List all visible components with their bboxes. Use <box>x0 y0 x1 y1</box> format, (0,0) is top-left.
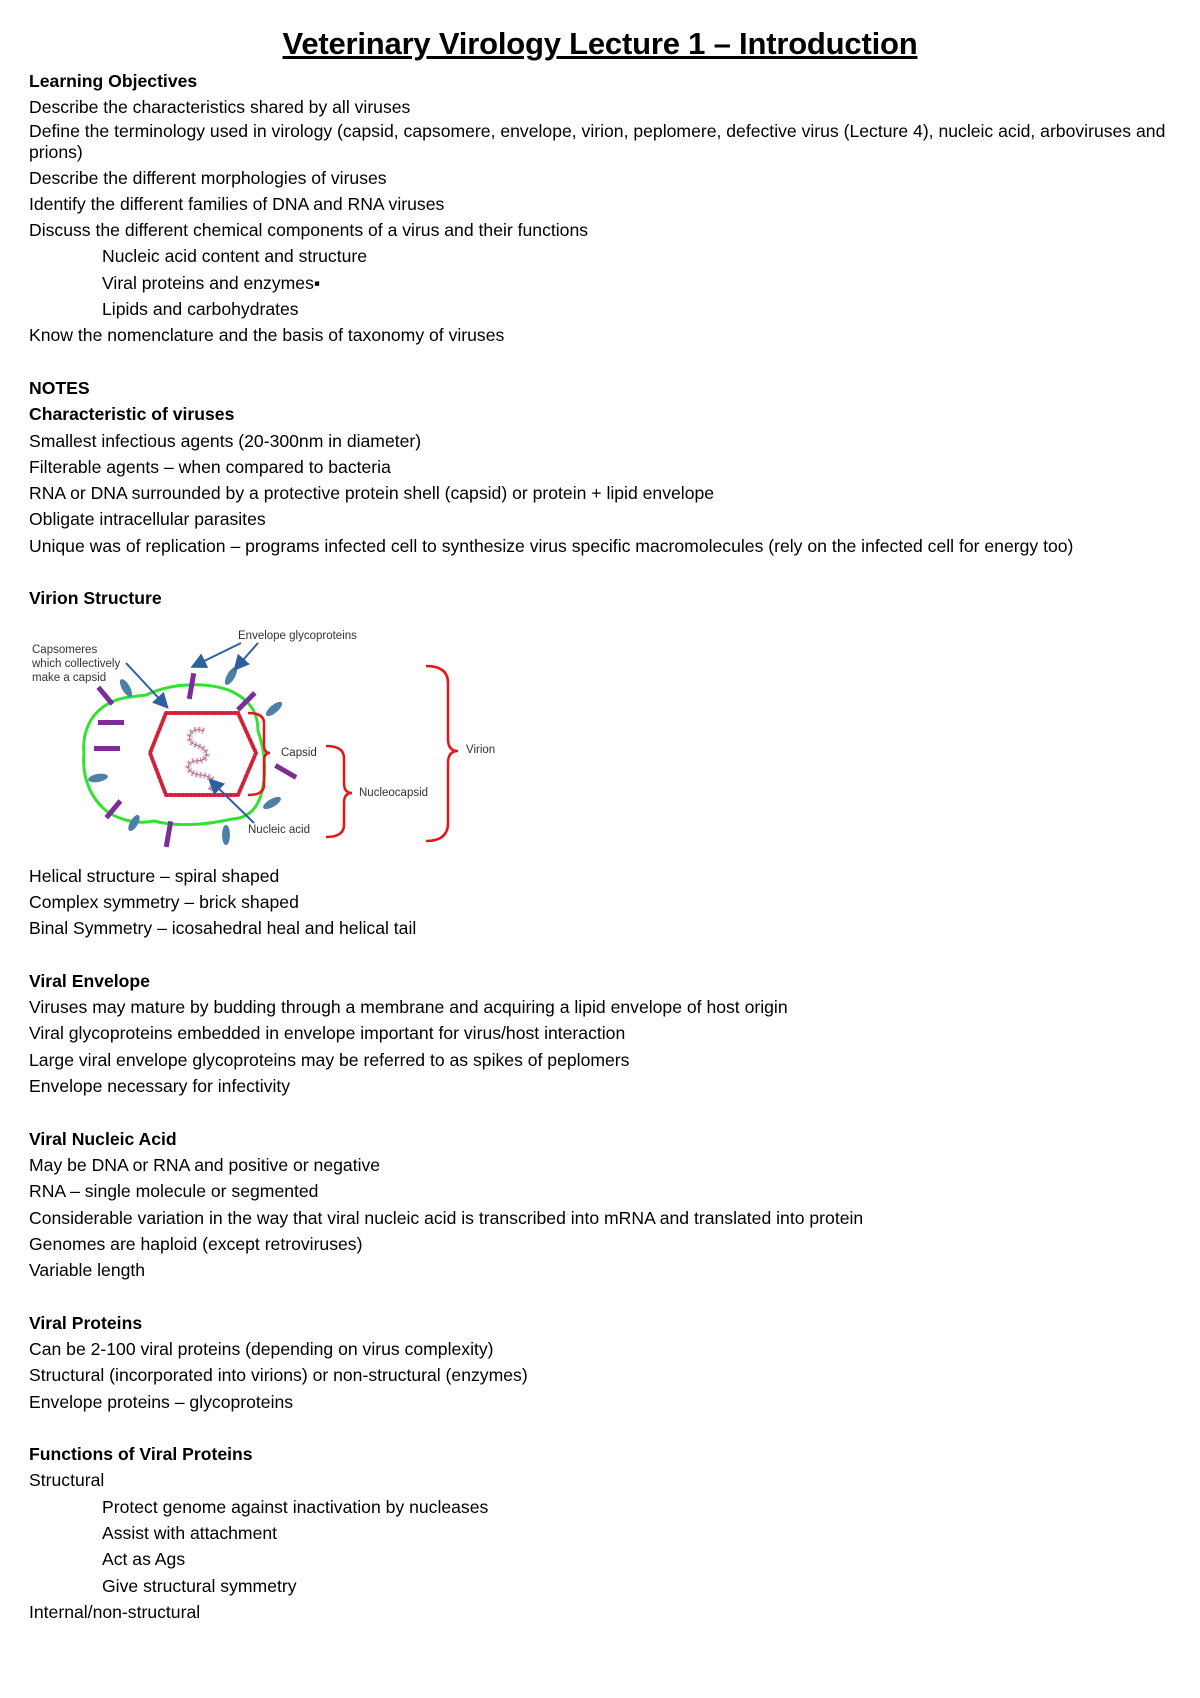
objective-sub-item: Nucleic acid content and structure <box>102 246 368 267</box>
spike-blue <box>222 825 230 845</box>
page-title: Veterinary Virology Lecture 1 – Introduction <box>282 26 918 61</box>
nucleic-acid-coil <box>188 729 214 788</box>
virion-item: Helical structure – spiral shaped <box>29 865 280 886</box>
protein-item: Envelope proteins – glycoproteins <box>29 1391 294 1412</box>
characteristic-item: Smallest infectious agents (20-300nm in diameter) <box>29 430 422 451</box>
spike-purple <box>94 746 120 751</box>
objective-item: Describe the different morphologies of viruses <box>29 167 387 188</box>
document-body <box>29 68 1179 1625</box>
virion-brace <box>426 666 458 841</box>
envelope-item: Large viral envelope glycoproteins may be referred to as spikes of peplomers <box>29 1049 630 1070</box>
label-virion: Virion <box>466 743 496 756</box>
spacer <box>29 559 1179 585</box>
viral-envelope-heading: Viral Envelope <box>29 970 150 991</box>
envelope-item: Viruses may mature by budding through a membrane and acquiring a lipid envelope of host origin <box>29 997 788 1018</box>
arrow-capsomeres <box>126 663 166 706</box>
spacer <box>29 1099 1179 1125</box>
label-capsomeres-3: make a capsid <box>32 671 107 684</box>
characteristic-item: Unique was of replication – programs infected cell to synthesize virus specific macromolecules (rely on the infected cell for energy too) <box>29 535 1074 556</box>
nucleic-acid-item: Considerable variation in the way that viral nucleic acid is transcribed into mRNA and translated into protein <box>29 1207 864 1228</box>
spacer <box>29 1283 1179 1309</box>
label-capsomeres-2: which collectively <box>32 657 121 670</box>
nucleic-acid-heading: Viral Nucleic Acid <box>29 1128 177 1149</box>
learning-objectives-heading: Learning Objectives <box>29 71 198 91</box>
objective-item: Discuss the different chemical components of a virus and their functions <box>29 220 589 241</box>
envelope-item: Viral glycoproteins embedded in envelope important for virus/host interaction <box>29 1023 626 1044</box>
spacer <box>29 349 1179 375</box>
functions-heading: Functions of Viral Proteins <box>29 1444 253 1465</box>
spike-purple <box>98 720 124 725</box>
spike-blue <box>264 699 284 718</box>
spike-blue <box>261 794 282 811</box>
objective-item: Identify the different families of DNA and RNA viruses <box>29 193 445 214</box>
virion-structure-heading: Virion Structure <box>29 588 162 609</box>
label-capsid: Capsid <box>281 746 317 759</box>
protein-item: Can be 2-100 viral proteins (depending on virus complexity) <box>29 1338 494 1359</box>
arrow-envelope-1 <box>194 643 241 666</box>
label-capsomeres-1: Capsomeres <box>32 643 98 656</box>
structural-item: Assist with attachment <box>102 1523 278 1544</box>
virion-diagram <box>26 613 546 863</box>
label-nucleocapsid: Nucleocapsid <box>359 786 429 799</box>
nucleic-acid-item: RNA – single molecule or segmented <box>29 1181 319 1202</box>
virion-item: Binal Symmetry – icosahedral heal and helical tail <box>29 918 417 939</box>
structural-item: Act as Ags <box>102 1549 186 1570</box>
nucleic-acid-item: Genomes are haploid (except retroviruses) <box>29 1233 363 1254</box>
characteristics-heading: Characteristic of viruses <box>29 404 235 425</box>
protein-item: Structural (incorporated into virions) or non-structural (enzymes) <box>29 1365 528 1386</box>
spike-purple <box>96 685 114 705</box>
arrow-envelope-2 <box>236 643 258 668</box>
label-envelope-glycoproteins: Envelope glycoproteins <box>238 629 357 642</box>
characteristic-item: Filterable agents – when compared to bacteria <box>29 456 391 477</box>
internal-label: Internal/non-structural <box>29 1601 201 1622</box>
envelope-membrane <box>84 684 265 824</box>
structural-item: Give structural symmetry <box>102 1575 297 1596</box>
nucleic-acid-item: Variable length <box>29 1260 146 1281</box>
spacer <box>29 1415 1179 1441</box>
arrow-nucleic-acid <box>211 781 254 823</box>
characteristic-item: RNA or DNA surrounded by a protective protein shell (capsid) or protein + lipid envelope <box>29 483 715 504</box>
label-nucleic-acid: Nucleic acid <box>248 823 310 836</box>
viral-proteins-heading: Viral Proteins <box>29 1312 143 1333</box>
virion-item: Complex symmetry – brick shaped <box>29 891 299 912</box>
spike-purple <box>164 820 173 846</box>
spike-blue <box>87 772 108 783</box>
envelope-item: Envelope necessary for infectivity <box>29 1076 291 1097</box>
objective-item: Define the terminology used in virology (capsid, capsomere, envelope, virion, peplomere, defective virus (Lecture 4), nucleic acid, arboviruses and prions) <box>29 120 1166 162</box>
objective-item: Know the nomenclature and the basis of taxonomy of viruses <box>29 325 505 346</box>
structural-item: Protect genome against inactivation by nucleases <box>102 1496 489 1517</box>
objective-item: Describe the characteristics shared by all viruses <box>29 97 411 118</box>
spacer <box>29 942 1179 968</box>
spike-blue <box>223 665 240 686</box>
capsid-hexagon <box>150 713 256 795</box>
characteristic-item: Obligate intracellular parasites <box>29 509 266 530</box>
nucleic-acid-item: May be DNA or RNA and positive or negative <box>29 1154 381 1175</box>
nucleocapsid-brace <box>326 746 352 837</box>
structural-label: Structural <box>29 1470 105 1491</box>
objective-sub-item: Lipids and carbohydrates <box>102 299 299 320</box>
notes-heading: NOTES <box>29 377 90 398</box>
spike-purple <box>274 763 297 779</box>
objective-sub-item: Viral proteins and enzymes▪ <box>102 272 321 293</box>
